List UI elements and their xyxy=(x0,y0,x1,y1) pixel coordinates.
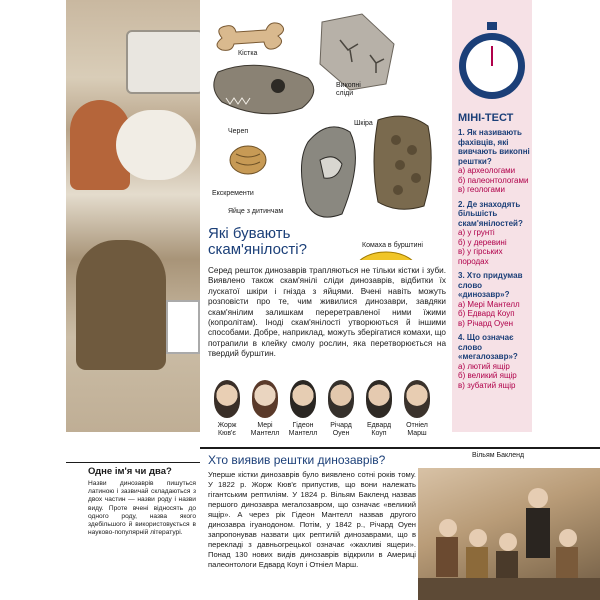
section-divider xyxy=(200,447,600,449)
classroom-figures xyxy=(418,468,600,600)
section-body-discoverers: Уперше кістки динозаврів було виявлено сотні років тому. У 1822 р. Жорж Кюв'є припустив, що вони належать гігантським рептиліям. У 1824 р. Вільям Бакленд назвав першого динозавра мегалозавром, що означає «великий ящір». А через рік Гідеон Мантелл назвав другого динозавра ігуанодоном. Потім, у 1842 р., Річард Оуен запропонував назвати цих рептилій динозаврами, що в перекладі з давньогрецької означає «жахливі ящери». Понад 130 нових видів динозаврів відкрили в Америці палеонтологи Едвард Коуп і Отніел Марш. xyxy=(208,470,416,569)
quiz-answer[interactable]: б) палеонтологами xyxy=(458,175,529,185)
quiz-question-text: 3. Хто придумав слово «динозавр»? xyxy=(458,271,523,299)
sidebar-divider xyxy=(66,462,200,463)
quiz-question-text: 4. Що означає слово «мегалозавр»? xyxy=(458,333,518,361)
quiz-answer[interactable]: б) Едвард Коуп xyxy=(458,309,515,318)
quiz-answer[interactable]: а) лютий ящір xyxy=(458,361,510,371)
portrait-name: Річард Оуен xyxy=(330,422,352,437)
portrait-marsh xyxy=(404,380,430,418)
excavation-photo xyxy=(66,0,200,432)
quiz-answer[interactable]: в) Річард Оуен xyxy=(458,318,514,328)
portrait-owen xyxy=(328,380,354,418)
skull-fossil xyxy=(214,65,314,114)
portrait-name: Мері Мантелл xyxy=(250,422,280,437)
bone-fossil xyxy=(217,23,284,51)
quiz-question-text: 2. Де знаходять більшість скам'янілостей? xyxy=(458,199,523,228)
portrait-cuvier xyxy=(214,380,240,418)
portrait-name: Едвард Коуп xyxy=(366,422,392,437)
buckland-lecture-illustration xyxy=(418,468,600,600)
amber-fossil xyxy=(354,252,418,260)
caption-skull: Череп xyxy=(228,128,249,135)
quiz-answer[interactable]: а) у грунті xyxy=(458,228,495,237)
quiz-answer[interactable]: в) у гірських породах xyxy=(458,247,503,266)
quiz-answer[interactable]: а) археологами xyxy=(458,166,516,175)
quiz-question xyxy=(458,128,532,195)
truck-illustration xyxy=(126,30,200,94)
egg-fossil xyxy=(301,127,355,217)
scientists-portraits xyxy=(210,378,450,448)
section-body-fossils: Серед решток динозаврів трапляються не тільки кістки і зуби. Виявлено також скам'янілі сліди динозаврів, відбитки їх лускатої шкіри і гнізда з яйцями. Вчені навіть можуть розповісти про те, чим живилися динозаври, завдяки скам'янілим залишкам переретравленої ними їжими (копролітам). Іноді скам'янілості утворюються й іншими способами. Добре, наприклад, можуть зберігатися комахи, що потрапили в клейку смолу рослин, яка перетворюється на твердий бурштин. xyxy=(208,266,446,359)
worker-figure xyxy=(76,240,166,370)
mini-test-title: МІНІ-ТЕСТ xyxy=(458,112,514,124)
section-heading-fossils: Які бувають скам'янілості? xyxy=(208,225,307,258)
quiz-question-text: 1. Як називають фахівців, які вивчають викопні рештки? xyxy=(458,128,530,166)
caption-egg: Яйце з дитинчам xyxy=(228,208,284,215)
portrait-name: Гідеон Мантелл xyxy=(288,422,318,437)
caption-bone: Кістка xyxy=(238,50,258,57)
section-heading-discoverers: Хто виявив рештки динозаврів? xyxy=(208,453,386,467)
sidebar-body: Назви динозаврів пишуться латиною і зазвичай складаються з двох частин — назви роду і назви виду. Проте вчені відносять до одного роду, назва якого здебільшого й використовується в науково-популярній літературі. xyxy=(88,480,196,537)
quiz-answer[interactable]: б) великий ящір xyxy=(458,371,517,380)
quiz-answer[interactable]: в) зубатий ящір xyxy=(458,380,516,390)
portrait-name: Отніел Марш xyxy=(406,422,428,437)
mini-test-questions xyxy=(458,128,532,390)
caption-buckland: Вільям Бакленд xyxy=(472,452,525,459)
excrement-fossil xyxy=(230,146,266,174)
portrait-gideon-mantell xyxy=(290,380,316,418)
quiz-question xyxy=(458,200,532,267)
caption-footprints: Викопні сліди xyxy=(336,82,361,97)
caption-skin: Шкіра xyxy=(354,120,373,127)
sidebar-heading: Одне ім'я чи два? xyxy=(88,466,172,477)
bucket xyxy=(166,300,200,354)
stopwatch-icon xyxy=(452,22,532,102)
portrait-name: Жорж Кюв'є xyxy=(217,422,237,437)
footprints-fossil xyxy=(320,14,394,90)
quiz-question xyxy=(458,333,532,390)
quiz-answer[interactable]: в) геологами xyxy=(458,185,505,194)
quiz-answer[interactable]: б) у деревині xyxy=(458,237,507,247)
plaster-jacket xyxy=(116,110,196,180)
caption-excrement: Екскременти xyxy=(212,190,254,197)
quiz-question xyxy=(458,271,532,328)
portrait-mary-mantell xyxy=(252,380,278,418)
quiz-answer[interactable]: а) Мері Мантелл xyxy=(458,299,520,309)
caption-amber: Комаха в бурштині xyxy=(362,242,423,249)
portrait-cope xyxy=(366,380,392,418)
skin-fossil xyxy=(374,116,431,209)
